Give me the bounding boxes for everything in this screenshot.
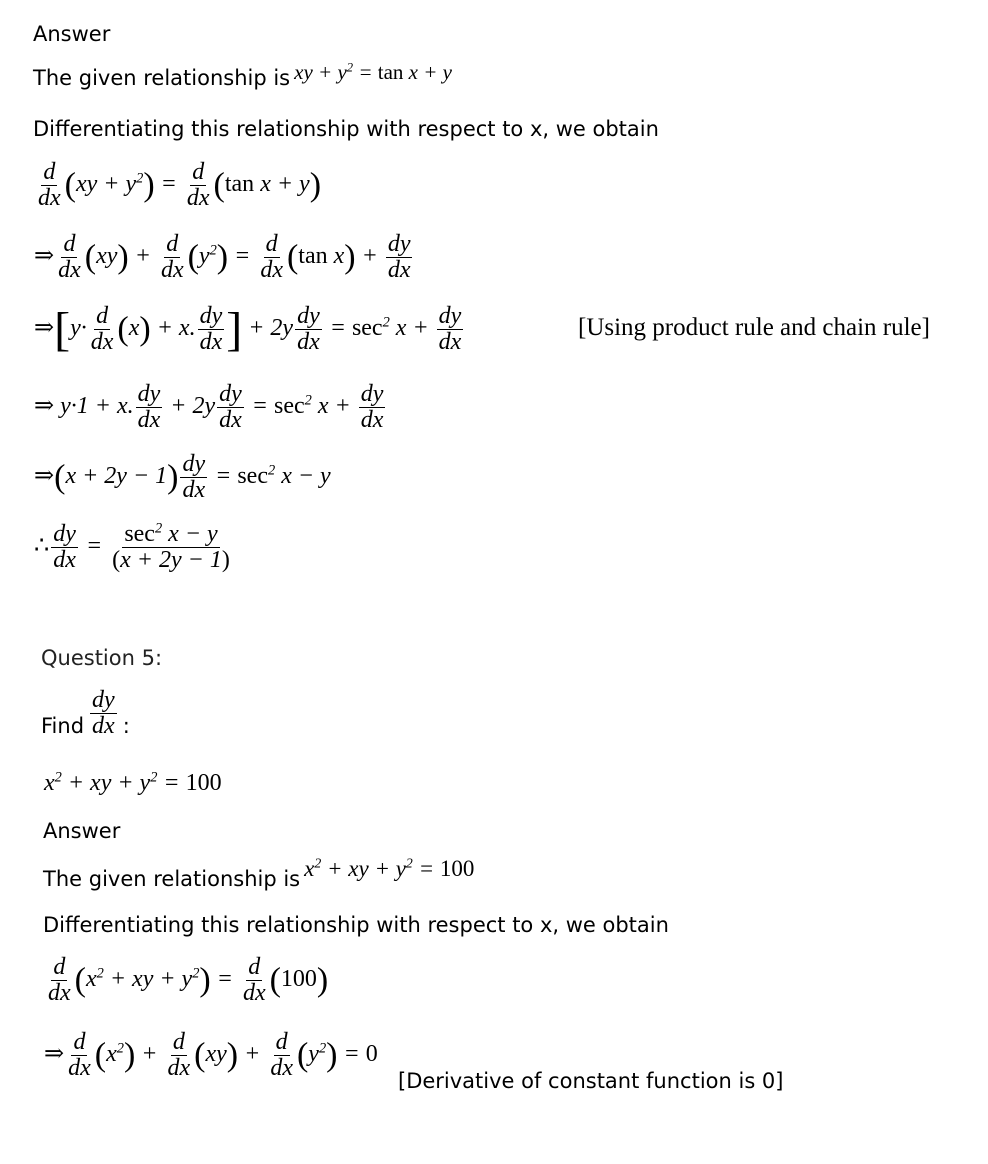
question-label: Question 5: (41, 646, 163, 670)
product-rule-note: [Using product rule and chain rule] (578, 314, 930, 341)
given-equation-1: xy + $y^2 = \tan x + y$ (294, 60, 452, 84)
constant-derivative-note: [Derivative of constant function is 0] (398, 1069, 784, 1093)
answer-heading-2: Answer (43, 819, 121, 843)
math-line-2: ⇒ $\frac{d}{dx}$ (xy) + $\frac{d}{dx}$ $(y^2)$ = $\frac{d}{dx}$ (tan x) + $\frac{dy}{dx}$ (34, 231, 411, 284)
math-line-4: ⇒ y·1 + x. $\frac{dy}{dx}$ + 2y $\frac{dy}{dx}$ = $\sec^2 x$ + $\frac{dy}{dx}$ (34, 381, 384, 434)
math-line-5: ⇒(x + 2y − 1) $\frac{dy}{dx}$ = $\sec^2 x - y$ (34, 451, 331, 504)
math-line-1: $\frac{d}{dx}$ $(xy + y^2)$ = $\frac{d}{dx}$ (tan x + y) (38, 159, 322, 212)
given-relationship-1 (33, 60, 452, 91)
math-line-3: ⇒[y· $\frac{d}{dx}$ (x) + x. $\frac{dy}{dx}$ ] + 2y $\frac{dy}{dx}$ = $\sec^2 x$ + $\frac{dy}{dx}$ (34, 302, 462, 356)
math-line-6: ∴ $\frac{dy}{dx}$ = $\frac{\sec^2 x - y}{(x + 2y - 1)}$ (34, 520, 230, 574)
differentiating-text-1: Differentiating this relationship with respect to x, we obtain (33, 117, 659, 141)
given-relationship-2 (43, 855, 475, 891)
answer-heading-1: Answer (33, 22, 111, 46)
math-line-8: ⇒ $\frac{d}{dx}$ $(x^2)$ + $\frac{d}{dx}$ (xy) + $\frac{d}{dx}$ $(y^2) = 0$ (44, 1029, 378, 1082)
question-equation: $x^2$ + xy + $y^2 = 100$ (44, 769, 222, 796)
dy-dx-fraction: $\frac{dy}{dx}$ (92, 687, 115, 740)
find-prefix: Find (41, 714, 85, 739)
differentiating-text-2: Differentiating this relationship with respect to x, we obtain (43, 913, 669, 937)
given-prefix-2: The given relationship is (43, 867, 301, 891)
find-suffix: : (122, 714, 130, 739)
find-derivative (41, 686, 130, 740)
given-prefix-1: The given relationship is (33, 66, 291, 90)
given-equation-2: $x^2$ + xy + $y^2 = 100$ (304, 855, 475, 881)
math-line-7: $\frac{d}{dx}$ ($x^2$ + xy + $y^2$) = $\frac{d}{dx}$ (100) (48, 954, 329, 1007)
